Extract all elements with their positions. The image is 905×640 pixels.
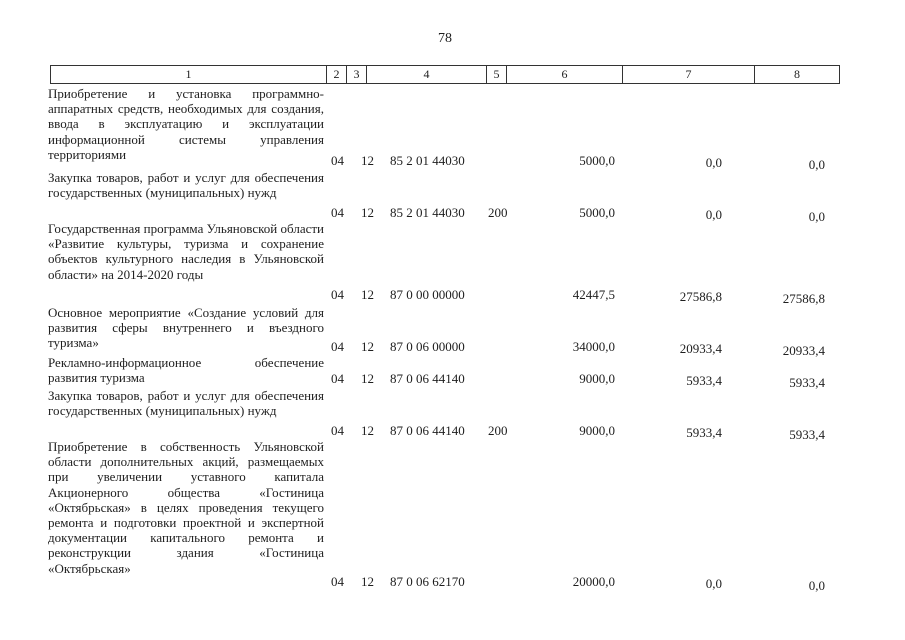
row-col8: 0,0 [808,578,825,593]
row-description: Рекламно-информационное обеспечение развития туризма [48,355,324,386]
row-col8: 5933,4 [789,427,825,442]
row-col7: 20933,4 [679,341,722,356]
row-col2: 04 [331,371,344,386]
row-col2: 04 [331,423,344,438]
table-header [50,65,840,84]
row-col3: 12 [361,423,374,438]
page-number: 78 [438,31,452,46]
row-col2: 04 [331,287,344,302]
header-col-6: 6 [507,66,623,83]
row-col3: 12 [361,153,374,168]
row-col7: 5933,4 [686,425,722,440]
row-col4: 87 0 06 44140 [390,371,465,386]
row-col6: 5000,0 [579,205,615,220]
row-col5: 200 [488,205,508,220]
row-col4: 87 0 06 00000 [390,339,465,354]
row-col6: 5000,0 [579,153,615,168]
row-col6: 9000,0 [579,423,615,438]
row-col7: 27586,8 [679,289,722,304]
row-col8: 0,0 [808,209,825,224]
header-col-1: 1 [51,66,327,83]
row-description: Закупка товаров, работ и услуг для обеспечения государственных (муниципальных) нужд [48,170,324,201]
row-col8: 5933,4 [789,375,825,390]
header-col-8: 8 [794,67,800,81]
row-description: Приобретение и установка программно-аппаратных средств, необходимых для создания, ввода в эксплуатацию и эксплуатации информационной системы управления территориями [48,86,324,162]
row-col2: 04 [331,153,344,168]
row-description: Приобретение в собственность Ульяновской области дополнительных акций, размещаемых при увеличении уставного капитала Акционерного общества «Гостиница «Октябрьская» в целях проведения текущего ремонта и подготовки проектной и экспертной документации капитального ремонта и реконструкции здания «Гостиница «Октябрьская» [48,439,324,576]
row-col7: 0,0 [705,207,722,222]
header-col-5: 5 [487,66,507,83]
row-description: Основное мероприятие «Создание условий для развития сферы внутреннего и въездного туризма» [48,305,324,351]
row-col2: 04 [331,339,344,354]
row-col6: 9000,0 [579,371,615,386]
row-col8: 27586,8 [782,291,825,306]
row-col6: 42447,5 [572,287,615,302]
row-col4: 87 0 00 00000 [390,287,465,302]
header-col-7: 7 [623,66,755,83]
row-col7: 0,0 [705,155,722,170]
row-col2: 04 [331,574,344,589]
row-col3: 12 [361,205,374,220]
row-col3: 12 [361,339,374,354]
header-col-3: 3 [347,66,367,83]
row-col4: 85 2 01 44030 [390,205,465,220]
row-col4: 87 0 06 44140 [390,423,465,438]
row-col3: 12 [361,371,374,386]
row-col6: 20000,0 [572,574,615,589]
row-col4: 85 2 01 44030 [390,153,465,168]
row-description: Закупка товаров, работ и услуг для обеспечения государственных (муниципальных) нужд [48,388,324,419]
row-col7: 0,0 [705,576,722,591]
row-col3: 12 [361,574,374,589]
header-col-4: 4 [367,66,487,83]
row-col2: 04 [331,205,344,220]
row-col5: 200 [488,423,508,438]
row-col7: 5933,4 [686,373,722,388]
row-col8: 20933,4 [782,343,825,358]
row-description: Государственная программа Ульяновской области «Развитие культуры, туризма и сохранение объектов культурного наследия в Ульяновской области» на 2014-2020 годы [48,221,324,282]
header-col-2: 2 [327,66,347,83]
row-col8: 0,0 [808,157,825,172]
row-col4: 87 0 06 62170 [390,574,465,589]
row-col3: 12 [361,287,374,302]
row-col6: 34000,0 [572,339,615,354]
